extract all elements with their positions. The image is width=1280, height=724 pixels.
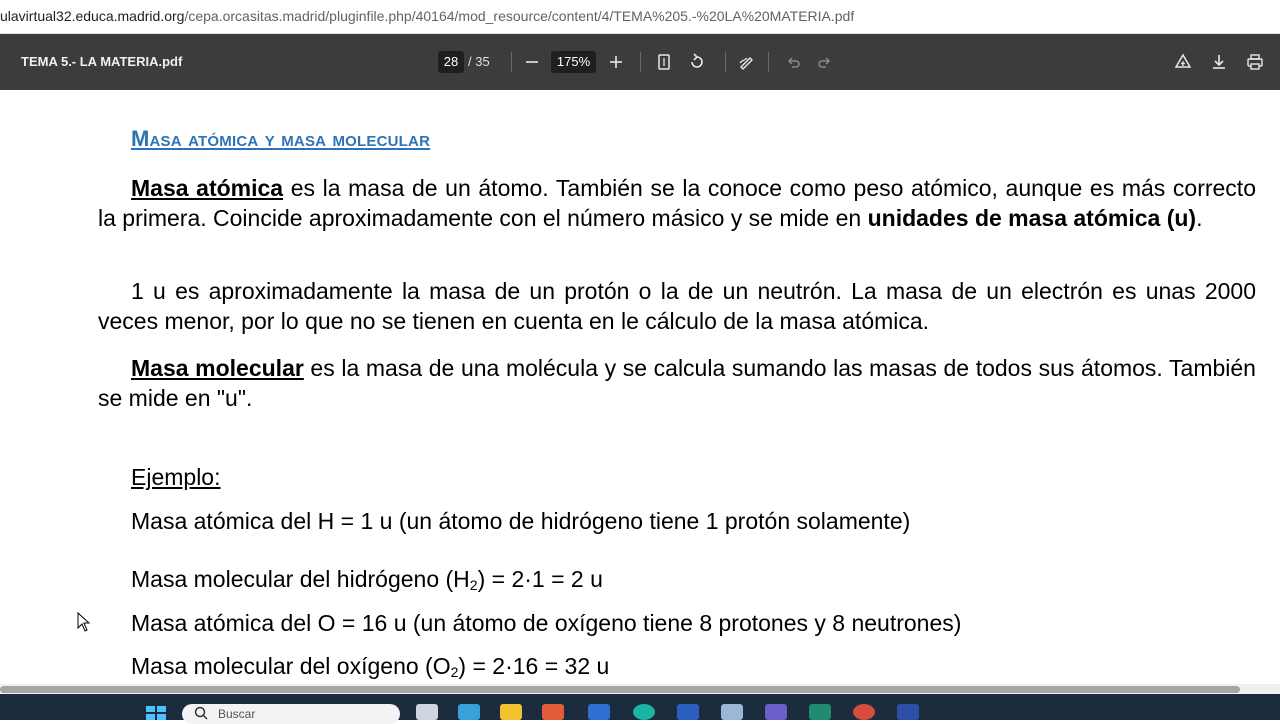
zoom-level-input[interactable]: 175% [551, 51, 596, 73]
toolbar-divider [640, 52, 641, 72]
scrollbar-thumb[interactable] [0, 686, 1240, 693]
print-icon [1246, 53, 1264, 71]
download-button[interactable] [1205, 48, 1233, 76]
line-text: ) = 2·16 = 32 u [458, 653, 610, 679]
print-button[interactable] [1241, 48, 1269, 76]
url-path: /cepa.orcasitas.madrid/pluginfile.php/40164/mod_resource/content/4/TEMA%205.-%20LA%20MATERIA.pdf [184, 8, 855, 24]
zoom-in-icon [607, 53, 625, 71]
chrome-browser-icon[interactable] [853, 704, 875, 720]
paragraph-text: es la masa de una molécula y se calcula sumando las masas de todos sus átomos. También se mide en "u". [98, 355, 1256, 411]
pdf-toolbar [0, 34, 1280, 90]
taskbar [0, 694, 1280, 720]
teams-app-icon[interactable] [765, 704, 787, 720]
paragraph-unit: 1 u es aproximadamente la masa de un protón o la de un neutrón. La masa de un electrón es unas 2000 veces menor, por lo que no se tienen en cuenta en le cálculo de la masa atómica. [98, 278, 1256, 334]
example-line-h-molecular [131, 566, 603, 593]
annotate-button[interactable] [733, 48, 761, 76]
word-app-icon[interactable] [677, 704, 699, 720]
store-app-icon[interactable] [588, 704, 610, 720]
zoom-out-icon [523, 53, 541, 71]
paragraph-molecular-mass [98, 354, 1256, 413]
url-text[interactable] [0, 8, 854, 24]
pdf-page [0, 90, 1280, 684]
outlook-app-icon[interactable] [897, 704, 919, 720]
page-number-input[interactable]: 28 [438, 51, 464, 73]
rotate-icon [688, 53, 706, 71]
subscript: 2 [450, 664, 459, 680]
redo-button[interactable] [811, 48, 839, 76]
total-pages: 35 [475, 54, 490, 69]
toolbar-divider [768, 52, 769, 72]
term-molecular-mass: Masa molecular [131, 355, 304, 381]
url-host: ulavirtual32.educa.madrid.org [0, 8, 185, 24]
document-title: TEMA 5.- LA MATERIA.pdf [21, 54, 183, 69]
line-text: Masa molecular del hidrógeno (H [131, 566, 470, 592]
example-line-h-atomic: Masa atómica del H = 1 u (un átomo de hidrógeno tiene 1 protón solamente) [131, 508, 911, 534]
horizontal-scrollbar[interactable] [0, 684, 1280, 694]
windows-start-icon[interactable] [146, 706, 166, 720]
toolbar-divider [511, 52, 512, 72]
page-separator: / [468, 54, 472, 69]
term-atomic-mass: Masa atómica [131, 175, 284, 201]
line-text: Masa molecular del oxígeno (O [131, 653, 451, 679]
download-icon [1210, 53, 1228, 71]
widgets-icon[interactable] [458, 704, 480, 720]
edge-browser-icon[interactable] [633, 704, 655, 720]
drive-icon [1174, 53, 1192, 71]
zoom-out-button[interactable] [518, 48, 546, 76]
search-placeholder: Buscar [218, 707, 256, 721]
paragraph-end: . [1196, 204, 1203, 231]
paragraph-text: es la masa de un átomo. También se la conoce como peso atómico, aunque es más correcto la primera. Coincide aproximadamente con el número másico y se mide en [98, 175, 1256, 231]
taskview-icon[interactable] [416, 704, 438, 720]
taskbar-search[interactable] [182, 704, 400, 724]
line-text: ) = 2·1 = 2 u [477, 566, 603, 592]
example-line-o-molecular [131, 653, 609, 680]
example-label: Ejemplo: [131, 464, 221, 490]
page-total [468, 54, 490, 69]
app-icon[interactable] [721, 704, 743, 720]
paragraph-atomic-mass [98, 174, 1256, 233]
undo-icon [784, 53, 802, 71]
redo-icon [816, 53, 834, 71]
mouse-cursor-icon [77, 612, 91, 632]
section-heading: Masa atómica y masa molecular [131, 126, 431, 151]
undo-button[interactable] [779, 48, 807, 76]
fit-page-icon [655, 53, 673, 71]
bold-phrase: unidades de masa atómica (u) [867, 204, 1197, 231]
subscript: 2 [469, 577, 478, 593]
drive-button[interactable] [1169, 48, 1197, 76]
search-icon [194, 706, 208, 720]
example-line-o-atomic: Masa atómica del O = 16 u (un átomo de oxígeno tiene 8 protones y 8 neutrones) [131, 610, 962, 636]
rotate-button[interactable] [683, 48, 711, 76]
notepad-app-icon[interactable] [542, 704, 564, 720]
zoom-in-button[interactable] [602, 48, 630, 76]
toolbar-divider [725, 52, 726, 72]
address-bar[interactable] [0, 0, 1280, 34]
app-icon[interactable] [809, 704, 831, 720]
file-explorer-icon[interactable] [500, 704, 522, 720]
fit-page-button[interactable] [650, 48, 678, 76]
annotate-icon [738, 53, 756, 71]
